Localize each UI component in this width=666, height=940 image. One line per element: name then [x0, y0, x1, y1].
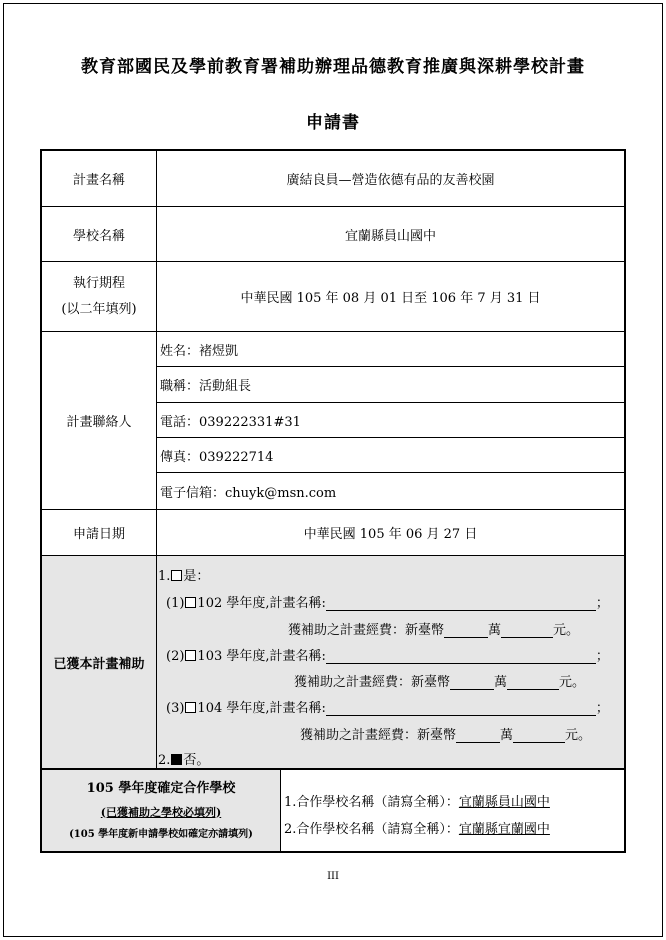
plan-name-label: 計畫名稱 — [72, 173, 125, 188]
subsidy-label: 已獲本計畫補助 — [53, 656, 145, 672]
subsidy-item-1: (1) 102 學年度,計畫名稱: ； — [166, 596, 609, 611]
subsidy-funding-1: 獲補助之計畫經費：新臺幣 萬 元。 — [288, 623, 580, 638]
period-value: 中華民國 105 年 08 月 01 日至 106 年 7 月 31 日 — [240, 291, 541, 306]
page-number: III — [327, 871, 339, 882]
document-title: 教育部國民及學前教育署補助辦理品德教育推廣與深耕學校計畫 — [81, 57, 585, 77]
funding-wan-blank-103[interactable] — [450, 676, 494, 690]
subsidy-funding-3: 獲補助之計畫經費：新臺幣 萬 元。 — [300, 728, 592, 743]
subsidy-item-3: (3) 104 學年度,計畫名稱: ； — [166, 701, 609, 716]
contact-email: 電子信箱：chuyk@msn.com — [160, 485, 337, 501]
partner-school-2-value: 宜蘭縣宜蘭國中 — [458, 822, 550, 837]
school-name-value: 宜蘭縣員山國中 — [344, 228, 436, 244]
application-form-table — [40, 149, 626, 853]
subsidy-item-2: (2) 103 學年度,計畫名稱: ； — [166, 649, 609, 664]
school-name-label: 學校名稱 — [72, 228, 125, 244]
period-label — [42, 262, 156, 331]
partner-label-line2: (已獲補助之學校必填列) — [100, 805, 222, 819]
subsidy-yes-line: 1. 是： — [158, 569, 210, 584]
contact-phone: 電話：039222331#31 — [160, 414, 301, 430]
funding-wan-blank-102[interactable] — [444, 624, 488, 638]
yes-checkbox[interactable] — [171, 570, 182, 581]
subsidy-no-line: 2. 否。 — [158, 753, 210, 768]
apply-date-value: 中華民國 105 年 06 月 27 日 — [303, 527, 478, 542]
plan-name-blank-103[interactable] — [326, 650, 596, 664]
partner-school-1-value: 宜蘭縣員山國中 — [458, 795, 550, 810]
contact-name: 姓名：褚煜凱 — [160, 343, 239, 359]
year-104-checkbox[interactable] — [185, 702, 196, 713]
funding-wan-blank-104[interactable] — [456, 729, 500, 743]
contact-label: 計畫聯絡人 — [66, 415, 132, 430]
year-102-checkbox[interactable] — [185, 597, 196, 608]
funding-yuan-blank-103[interactable] — [507, 676, 559, 690]
year-103-checkbox[interactable] — [185, 650, 196, 661]
partner-school-1: 1.合作學校名稱（請寫全稱）：宜蘭縣員山國中 — [284, 795, 550, 810]
period-label-line2: (以二年填列) — [61, 301, 137, 317]
partner-label-line3: (105 學年度新申請學校如確定亦請填列) — [69, 828, 253, 840]
partner-school-2: 2.合作學校名稱（請寫全稱）：宜蘭縣宜蘭國中 — [284, 822, 550, 837]
no-checkbox[interactable] — [171, 754, 182, 765]
document-subtitle: 申請書 — [306, 113, 360, 133]
apply-date-label: 申請日期 — [72, 527, 125, 542]
subsidy-funding-2: 獲補助之計畫經費：新臺幣 萬 元。 — [294, 675, 586, 690]
plan-name-blank-102[interactable] — [326, 597, 596, 611]
partner-label — [42, 770, 280, 851]
funding-yuan-blank-104[interactable] — [513, 729, 565, 743]
funding-yuan-blank-102[interactable] — [501, 624, 553, 638]
contact-title: 職稱：活動組長 — [160, 379, 252, 394]
plan-name-value: 廣結良員—營造依德有品的友善校園 — [286, 173, 495, 188]
contact-fax: 傳真：039222714 — [160, 449, 274, 465]
period-label-line1: 執行期程 — [72, 275, 125, 291]
partner-label-line1: 105 學年度確定合作學校 — [86, 780, 236, 796]
plan-name-blank-104[interactable] — [326, 702, 596, 716]
